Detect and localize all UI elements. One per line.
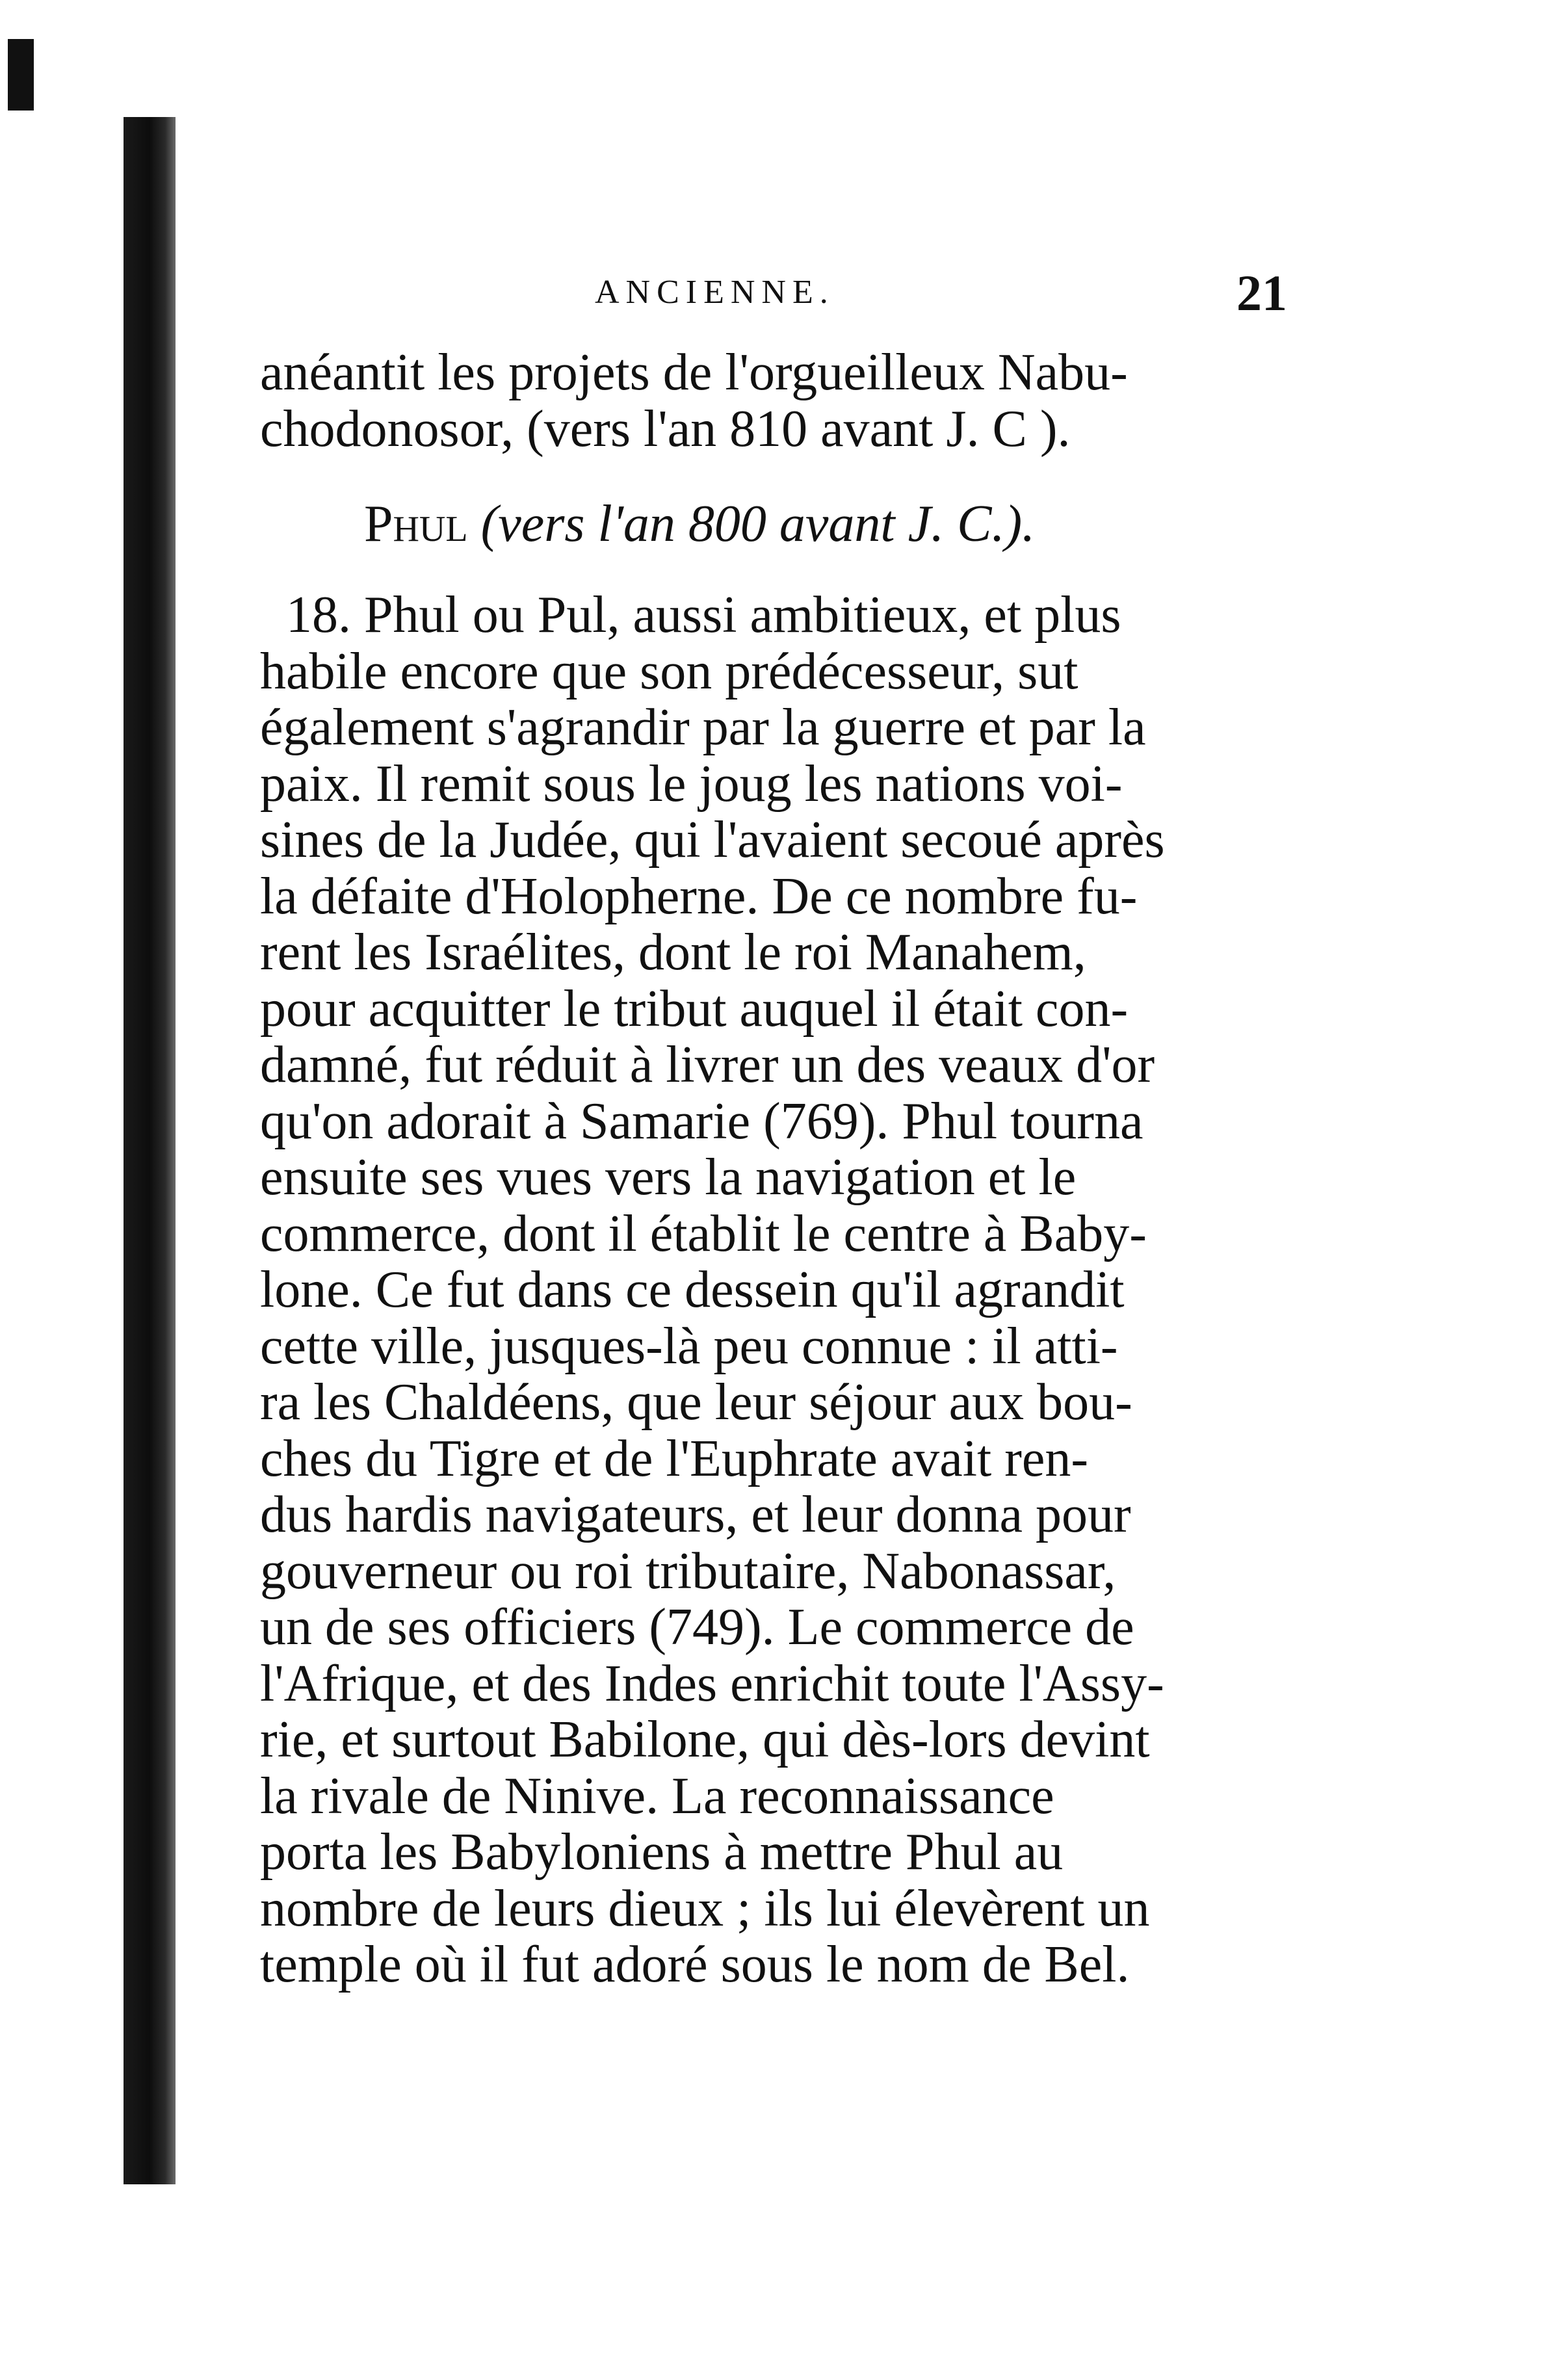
running-head [260, 265, 1300, 345]
text-line: la rivale de Ninive. La reconnaissance [260, 1767, 1054, 1825]
text-line: dus hardis navigateurs, et leur donna pour [260, 1486, 1131, 1543]
text-line: lone. Ce fut dans ce dessein qu'il agrandit [260, 1261, 1125, 1318]
text-line: temple où il fut adoré sous le nom de Bel. [260, 1936, 1130, 1993]
text-line: cette ville, jusques-là peu connue : il atti- [260, 1317, 1118, 1375]
running-title: ANCIENNE. [595, 274, 835, 311]
text-line: chodonosor, (vers l'an 810 avant J. C ). [260, 400, 1071, 458]
text-line: 18. Phul ou Pul, aussi ambitieux, et plus [286, 586, 1121, 644]
book-page [260, 265, 1300, 1993]
page-number: 21 [1236, 265, 1287, 321]
text-line: commerce, dont il établit le centre à Baby- [260, 1205, 1147, 1262]
text-line: la défaite d'Holopherne. De ce nombre fu- [260, 867, 1138, 925]
text-line: ra les Chaldéens, que leur séjour aux bou- [260, 1374, 1132, 1431]
text-line: également s'agrandir par la guerre et par la [260, 699, 1146, 756]
text-line: qu'on adorait à Samarie (769). Phul tourna [260, 1092, 1143, 1150]
binding-shadow [124, 117, 176, 2184]
text-line: habile encore que son prédécesseur, sut [260, 642, 1078, 700]
text-line: gouverneur ou roi tributaire, Nabonassar, [260, 1542, 1116, 1600]
continued-text [260, 345, 1300, 457]
text-line: rie, et surtout Babilone, qui dès-lors devint [260, 1711, 1150, 1768]
text-line: sines de la Judée, qui l'avaient secoué après [260, 811, 1165, 869]
text-line: anéantit les projets de l'orgueilleux Nabu- [260, 344, 1128, 401]
heading-date: (vers l'an 800 avant J. C.). [480, 495, 1036, 553]
text-line: ches du Tigre et de l'Euphrate avait ren- [260, 1430, 1089, 1487]
text-line: l'Afrique, et des Indes enrichit toute l'Assy- [260, 1654, 1164, 1712]
text-line: pour acquitter le tribut auquel il était con- [260, 980, 1129, 1038]
text-line: paix. Il remit sous le joug les nations voi- [260, 755, 1123, 813]
section-heading [260, 496, 1300, 552]
text-line: porta les Babyloniens à mettre Phul au [260, 1824, 1064, 1881]
text-line: rent les Israélites, dont le roi Manahem, [260, 924, 1086, 981]
text-line: damné, fut réduit à livrer un des veaux d'or [260, 1036, 1155, 1093]
heading-name: Phul [364, 495, 468, 553]
scan-edge-mark [8, 39, 34, 111]
paragraph [260, 587, 1300, 1993]
text-line: nombre de leurs dieux ; ils lui élevèrent un [260, 1879, 1150, 1937]
text-line: un de ses officiers (749). Le commerce de [260, 1599, 1134, 1656]
text-line: ensuite ses vues vers la navigation et le [260, 1149, 1077, 1206]
